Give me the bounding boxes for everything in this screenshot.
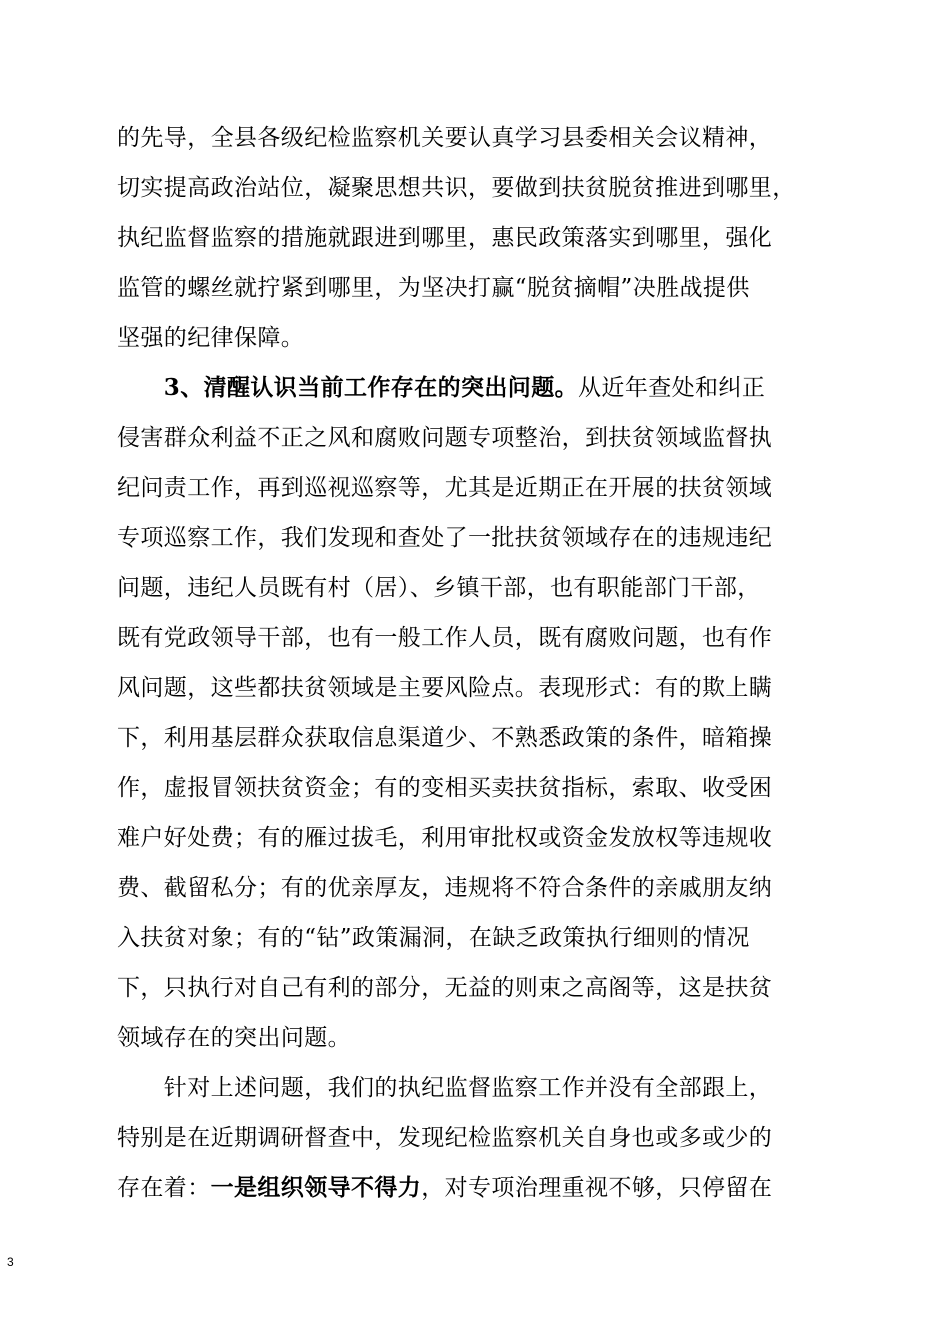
text-segment: 的先导，全县各级纪检监察机关要认真学习县委相关会议精神， [117, 125, 773, 151]
text-line [117, 613, 837, 663]
text-segment: 执纪监督监察的措施就跟进到哪里，惠民政策落实到哪里，强化 [117, 225, 773, 251]
text-segment: 坚强的纪律保障。 [117, 325, 305, 351]
text-segment: 存在着： [117, 1175, 211, 1201]
text-line [117, 113, 837, 163]
text-line [117, 813, 837, 863]
text-line [117, 463, 837, 513]
text-segment: 费、截留私分；有的优亲厚友，违规将不符合条件的亲戚朋友纳 [117, 875, 773, 901]
text-line [117, 763, 837, 813]
text-line [117, 1013, 837, 1063]
text-line [117, 1063, 837, 1113]
text-segment: 入扶贫对象；有的“钻”政策漏洞，在缺乏政策执行细则的情况 [117, 925, 750, 951]
text-segment: 风问题，这些都扶贫领域是主要风险点。表现形式：有的欺上瞒 [117, 675, 773, 701]
page-number: 3 [7, 1255, 14, 1269]
text-segment: 从近年查处和纠正 [578, 375, 766, 401]
bold-text-segment: 一是组织领导不得力 [210, 1174, 422, 1201]
text-line [117, 213, 837, 263]
text-segment: 特别是在近期调研督查中，发现纪检监察机关自身也或多或少的 [117, 1125, 773, 1151]
text-segment: 难户好处费；有的雁过拔毛，利用审批权或资金发放权等违规收 [117, 825, 773, 851]
text-segment: 领域存在的突出问题。 [117, 1025, 351, 1051]
text-line [117, 663, 837, 713]
text-segment: 监管的螺丝就拧紧到哪里，为坚决打赢“脱贫摘帽”决胜战提供 [117, 275, 750, 301]
text-line [117, 1113, 837, 1163]
text-segment: 侵害群众利益不正之风和腐败问题专项整治，到扶贫领域监督执 [117, 425, 773, 451]
text-segment: ，对专项治理重视不够，只停留在 [421, 1175, 773, 1201]
text-segment: 专项巡察工作，我们发现和查处了一批扶贫领域存在的违规违纪 [117, 525, 773, 551]
text-line [117, 263, 837, 313]
text-line [117, 163, 837, 213]
text-line [117, 513, 837, 563]
text-line [117, 913, 837, 963]
text-segment: 切实提高政治站位，凝聚思想共识，要做到扶贫脱贫推进到哪里， [117, 175, 796, 201]
text-segment: 既有党政领导干部，也有一般工作人员，既有腐败问题，也有作 [117, 625, 773, 651]
text-line [117, 363, 837, 413]
text-line [117, 963, 837, 1013]
text-line [117, 413, 837, 463]
text-line [117, 863, 837, 913]
text-segment: 纪问责工作，再到巡视巡察等，尤其是近期正在开展的扶贫领域 [117, 475, 773, 501]
text-line [117, 1163, 837, 1213]
text-segment: 问题，违纪人员既有村（居）、乡镇干部，也有职能部门干部， [117, 575, 761, 601]
text-line [117, 563, 837, 613]
text-segment: 下，利用基层群众获取信息渠道少、不熟悉政策的条件，暗箱操 [117, 725, 773, 751]
text-line [117, 313, 837, 363]
text-segment: 下，只执行对自己有利的部分，无益的则束之高阁等，这是扶贫 [117, 975, 773, 1001]
bold-text-segment: 3、清醒认识当前工作存在的突出问题。 [117, 374, 579, 401]
text-segment: 作，虚报冒领扶贫资金；有的变相买卖扶贫指标，索取、收受困 [117, 775, 773, 801]
text-line [117, 713, 837, 763]
body-text [117, 113, 837, 1213]
text-segment: 针对上述问题，我们的执纪监督监察工作并没有全部跟上， [117, 1075, 773, 1101]
